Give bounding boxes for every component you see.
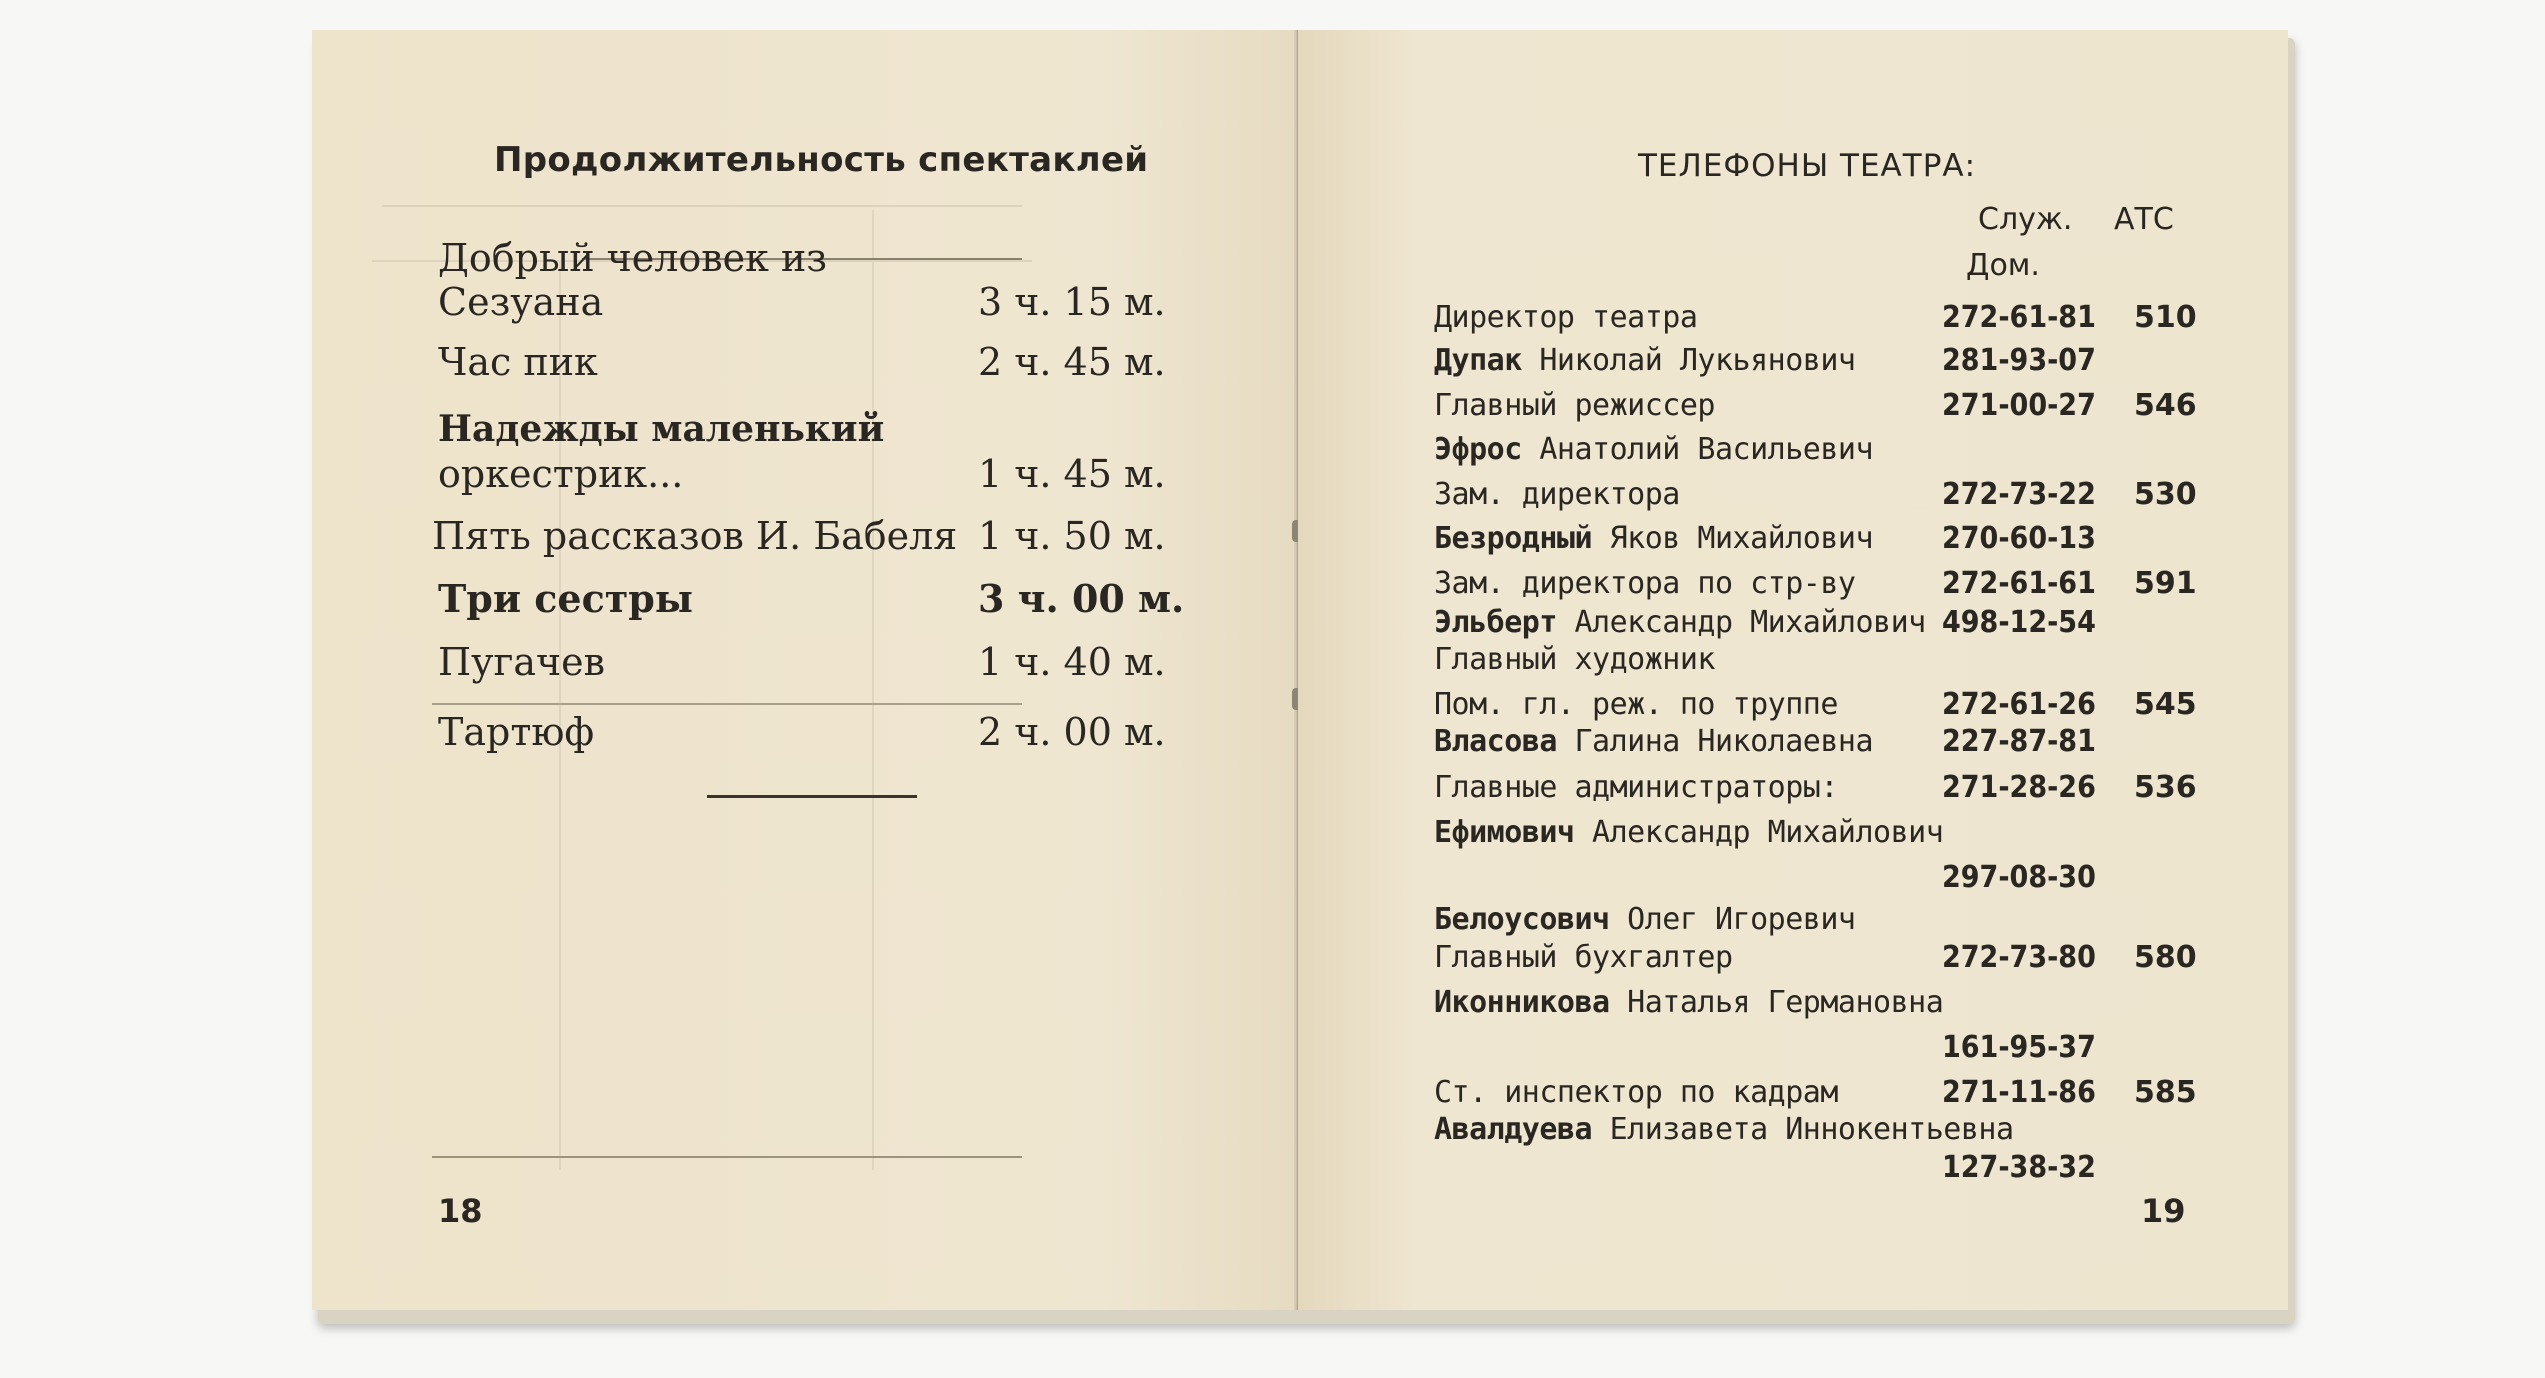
page-number: 19 xyxy=(2141,1192,2186,1230)
directory-entry-label xyxy=(1434,388,1715,423)
page-number: 18 xyxy=(438,1192,483,1230)
directory-entry-label xyxy=(1434,940,1733,975)
column-header-ats: АТС xyxy=(2114,202,2174,237)
performance-duration: 1 ч. 50 м. xyxy=(978,514,1166,558)
phone-number: 297-08-30 xyxy=(1942,860,2096,895)
directory-entry-label xyxy=(1434,1112,2014,1147)
right-page xyxy=(1298,30,2288,1310)
directory-entry-label xyxy=(1434,985,1943,1020)
directory-entry-label xyxy=(1434,902,1856,937)
entry-text: Зам. директора по стр-ву xyxy=(1434,566,1856,601)
performance-name: Сезуана xyxy=(438,280,604,324)
surname: Дупак xyxy=(1434,343,1522,378)
directory-entry-label xyxy=(1434,343,1855,378)
phone-number: 227-87-81 xyxy=(1942,724,2096,759)
entry-text: Главный режиссер xyxy=(1434,388,1715,423)
entry-text: Олег Игоревич xyxy=(1609,902,1856,937)
entry-text: Главные администраторы: xyxy=(1434,770,1838,805)
entry-text: Главный бухгалтер xyxy=(1434,940,1733,975)
ats-extension: 591 xyxy=(2134,566,2197,601)
entry-text: Яков Михайлович xyxy=(1592,521,1874,556)
phone-number: 272-61-61 xyxy=(1942,566,2096,601)
surname: Белоусович xyxy=(1434,902,1610,937)
phone-number: 281-93-07 xyxy=(1942,343,2096,378)
column-header-work: Служ. xyxy=(1978,202,2073,237)
directory-entry-label xyxy=(1434,724,1873,759)
directory-entry-label xyxy=(1434,300,1697,335)
entry-text: Николай Лукьянович xyxy=(1521,343,1856,378)
performance-duration: 3 ч. 00 м. xyxy=(978,576,1185,621)
directory-entry-label xyxy=(1434,521,1873,556)
entry-text: Елизавета Иннокентьевна xyxy=(1592,1112,2014,1147)
entry-text: Пом. гл. реж. по труппе xyxy=(1434,687,1838,722)
table-rule xyxy=(432,703,1022,705)
bottom-rule xyxy=(432,1156,1022,1158)
entry-text: Галина Николаевна xyxy=(1556,724,1874,759)
entry-text: Ст. инспектор по кадрам xyxy=(1434,1075,1838,1110)
ats-extension: 510 xyxy=(2134,300,2197,335)
surname: Иконникова xyxy=(1434,985,1610,1020)
directory-entry-label xyxy=(1434,815,1943,850)
ats-extension: 536 xyxy=(2134,770,2197,805)
entry-text: Александр Михайлович xyxy=(1574,815,1944,850)
ats-extension: 585 xyxy=(2134,1075,2197,1110)
phone-number: 272-61-26 xyxy=(1942,687,2096,722)
left-page xyxy=(312,30,1298,1310)
entry-text: Александр Михайлович xyxy=(1556,605,1926,640)
directory-entry-label xyxy=(1434,566,1855,601)
phone-number: 271-00-27 xyxy=(1942,388,2096,423)
directory-entry-label xyxy=(1434,477,1680,512)
performance-duration: 1 ч. 40 м. xyxy=(978,640,1166,684)
column-header-home: Дом. xyxy=(1966,248,2040,283)
performance-name: Надежды маленький xyxy=(438,408,885,450)
entry-text: Наталья Германовна xyxy=(1609,985,1944,1020)
ats-extension: 530 xyxy=(2134,477,2197,512)
page-title: Продолжительность спектаклей xyxy=(494,140,1149,180)
performance-name: Час пик xyxy=(438,340,598,384)
surname: Авалдуева xyxy=(1434,1112,1593,1147)
entry-text: Главный художник xyxy=(1434,642,1715,677)
ats-extension: 580 xyxy=(2134,940,2197,975)
entry-text: Директор театра xyxy=(1434,300,1698,335)
performance-name: Три сестры xyxy=(438,576,693,621)
phone-number: 272-61-81 xyxy=(1942,300,2096,335)
directory-entry-label xyxy=(1434,605,1926,640)
surname: Безродный xyxy=(1434,521,1593,556)
surname: Эльберт xyxy=(1434,605,1557,640)
directory-entry-label xyxy=(1434,770,1838,805)
surname: Ефимович xyxy=(1434,815,1575,850)
performance-duration: 1 ч. 45 м. xyxy=(978,452,1166,496)
ats-extension: 546 xyxy=(2134,388,2197,423)
directory-entry-label xyxy=(1434,432,1873,467)
performance-name: Тартюф xyxy=(438,710,595,754)
ats-extension: 545 xyxy=(2134,687,2197,722)
performance-duration: 2 ч. 45 м. xyxy=(978,340,1166,384)
bleed-through-line xyxy=(382,205,1022,207)
phone-number: 271-28-26 xyxy=(1942,770,2096,805)
closing-rule xyxy=(707,795,917,798)
entry-text: Зам. директора xyxy=(1434,477,1680,512)
bleed-through-line xyxy=(872,210,874,1170)
phone-number: 270-60-13 xyxy=(1942,521,2096,556)
phone-number: 272-73-22 xyxy=(1942,477,2096,512)
directory-entry-label xyxy=(1434,687,1838,722)
page-title: ТЕЛЕФОНЫ ТЕАТРА: xyxy=(1638,148,1977,184)
performance-name: Добрый человек из xyxy=(438,236,828,280)
phone-number: 271-11-86 xyxy=(1942,1075,2096,1110)
performance-name: Пугачев xyxy=(438,640,606,684)
performance-name: Пять рассказов И. Бабеля xyxy=(432,514,958,558)
performance-duration: 2 ч. 00 м. xyxy=(978,710,1166,754)
phone-number: 127-38-32 xyxy=(1942,1150,2096,1185)
entry-text: Анатолий Васильевич xyxy=(1521,432,1874,467)
phone-number: 498-12-54 xyxy=(1942,605,2096,640)
surname: Власова xyxy=(1434,724,1557,759)
phone-number: 161-95-37 xyxy=(1942,1030,2096,1065)
performance-name: оркестрик... xyxy=(438,452,684,496)
surname: Эфрос xyxy=(1434,432,1522,467)
directory-entry-label xyxy=(1434,1075,1838,1110)
phone-number: 272-73-80 xyxy=(1942,940,2096,975)
directory-entry-label xyxy=(1434,642,1715,677)
performance-duration: 3 ч. 15 м. xyxy=(978,280,1166,324)
